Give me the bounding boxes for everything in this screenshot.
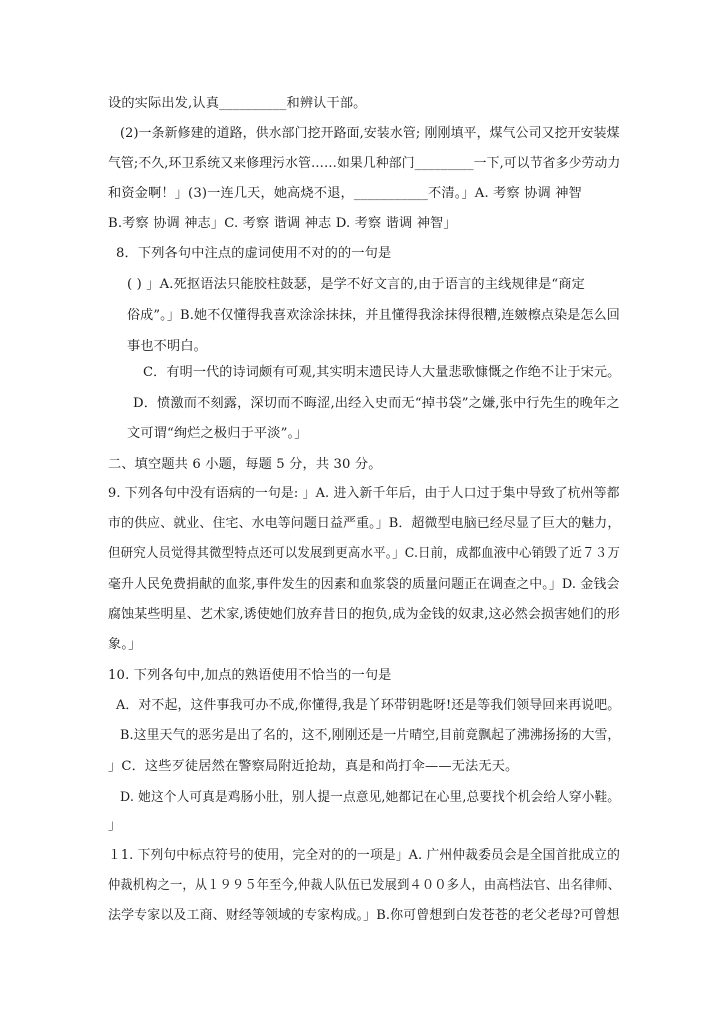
text-line: 」	[108, 818, 122, 833]
text-line: (2)一条新修建的道路，供水部门挖开路面,安装水管; 刚刚填平，煤气公司又挖开安装煤	[120, 126, 620, 141]
text-line: 腐蚀某些明星、艺术家,诱使她们放弃昔日的抱负,成为金钱的奴隶,这必然会损害她们的形	[108, 607, 620, 622]
text-line: 市的供应、就业、住宅、水电等问题日益严重。」B．超微型电脑已经尽显了巨大的魅力，	[108, 516, 621, 531]
section-heading: 二、填空题共 6 小题，每题 5 分，共 30 分。	[108, 457, 382, 472]
question-heading: 8．下列各句中注点的虚词使用不对的的一句是	[116, 246, 392, 261]
question-heading: 9. 下列各句中没有语病的一句是: 」A. 进入新千年后，由于人口过于集中导致了杭州等都	[108, 486, 620, 501]
text-line: 象。」	[108, 637, 142, 652]
text-line: 法学专家以及工商、财经等领域的专家构成。」B.你可曾想到白发苍苍的老父老母?可曾想	[108, 908, 620, 923]
text-line: 气管;不久,环卫系统又来修理污水管……如果几种部门_________一下,可以节省多少劳动力	[108, 156, 621, 171]
text-line: B.这里天气的恶劣是出了名的，这不,刚刚还是一片晴空,目前竟飘起了沸沸扬扬的大雪，	[120, 728, 621, 743]
text-line: 仲裁机构之一，从１９９５年至今,仲裁人队伍已发展到４００多人，由高档法官、出名律师、	[108, 878, 621, 893]
text-line: 文可谓“绚烂之极归于平淡”。」	[127, 426, 308, 441]
text-line: 但研究人员觉得其微型特点还可以发展到更高水平。」C.日前，成都血液中心销毁了近７３万	[108, 546, 621, 561]
text-line: 俗成”。」B.她不仅懂得我喜欢涂涂抹抹，并且懂得我涂抹得很糟,连皴檫点染是怎么回	[127, 308, 620, 323]
text-line: 和资金啊！」(3)一连几天，她高烧不退，___________不清。」A. 考察 协调 神智	[108, 186, 582, 201]
question-heading: 10. 下列各句中,加点的熟语使用不恰当的一句是	[108, 668, 392, 683]
text-line: 设的实际出发,认真__________和辨认干部。	[108, 96, 367, 111]
text-line: C．有明一代的诗词颇有可观,其实明末遗民诗人大量悲歌慷慨之作绝不让于宋元。	[143, 365, 621, 380]
text-line: 事也不明白。	[127, 339, 208, 354]
text-line: A．对不起，这件事我可办不成,你懂得,我是丫环带钥匙呀!还是等我们领导回来再说吧。	[116, 698, 621, 713]
text-line: 毫升人民免费捐献的血浆,事件发生的因素和血浆袋的质量问题正在调查之中。」D. 金钱会	[108, 577, 620, 592]
text-line: D．愤激而不刻露，深切而不晦涩,出经入史而无“掉书袋”之嫌,张中行先生的晚年之	[133, 396, 620, 411]
text-line: 」C．这些歹徒居然在警察局附近抢劫，真是和尚打伞——无法无天。	[108, 759, 519, 774]
question-heading: １1. 下列句中标点符号的使用，完全对的的一项是」A. 广州仲裁委员会是全国首批成立的	[108, 848, 621, 863]
text-line: ( ) 」A.死抠语法只能胶柱鼓瑟，是学不好文言的,由于语言的主线规律是“商定	[127, 277, 585, 292]
text-line: D. 她这个人可真是鸡肠小肚，别人提一点意见,她都记在心里,总要找个机会给人穿小鞋。	[120, 790, 621, 805]
text-line: B.考察 协调 神志」C. 考察 谐调 神志 D. 考察 谐调 神智」	[108, 216, 457, 231]
